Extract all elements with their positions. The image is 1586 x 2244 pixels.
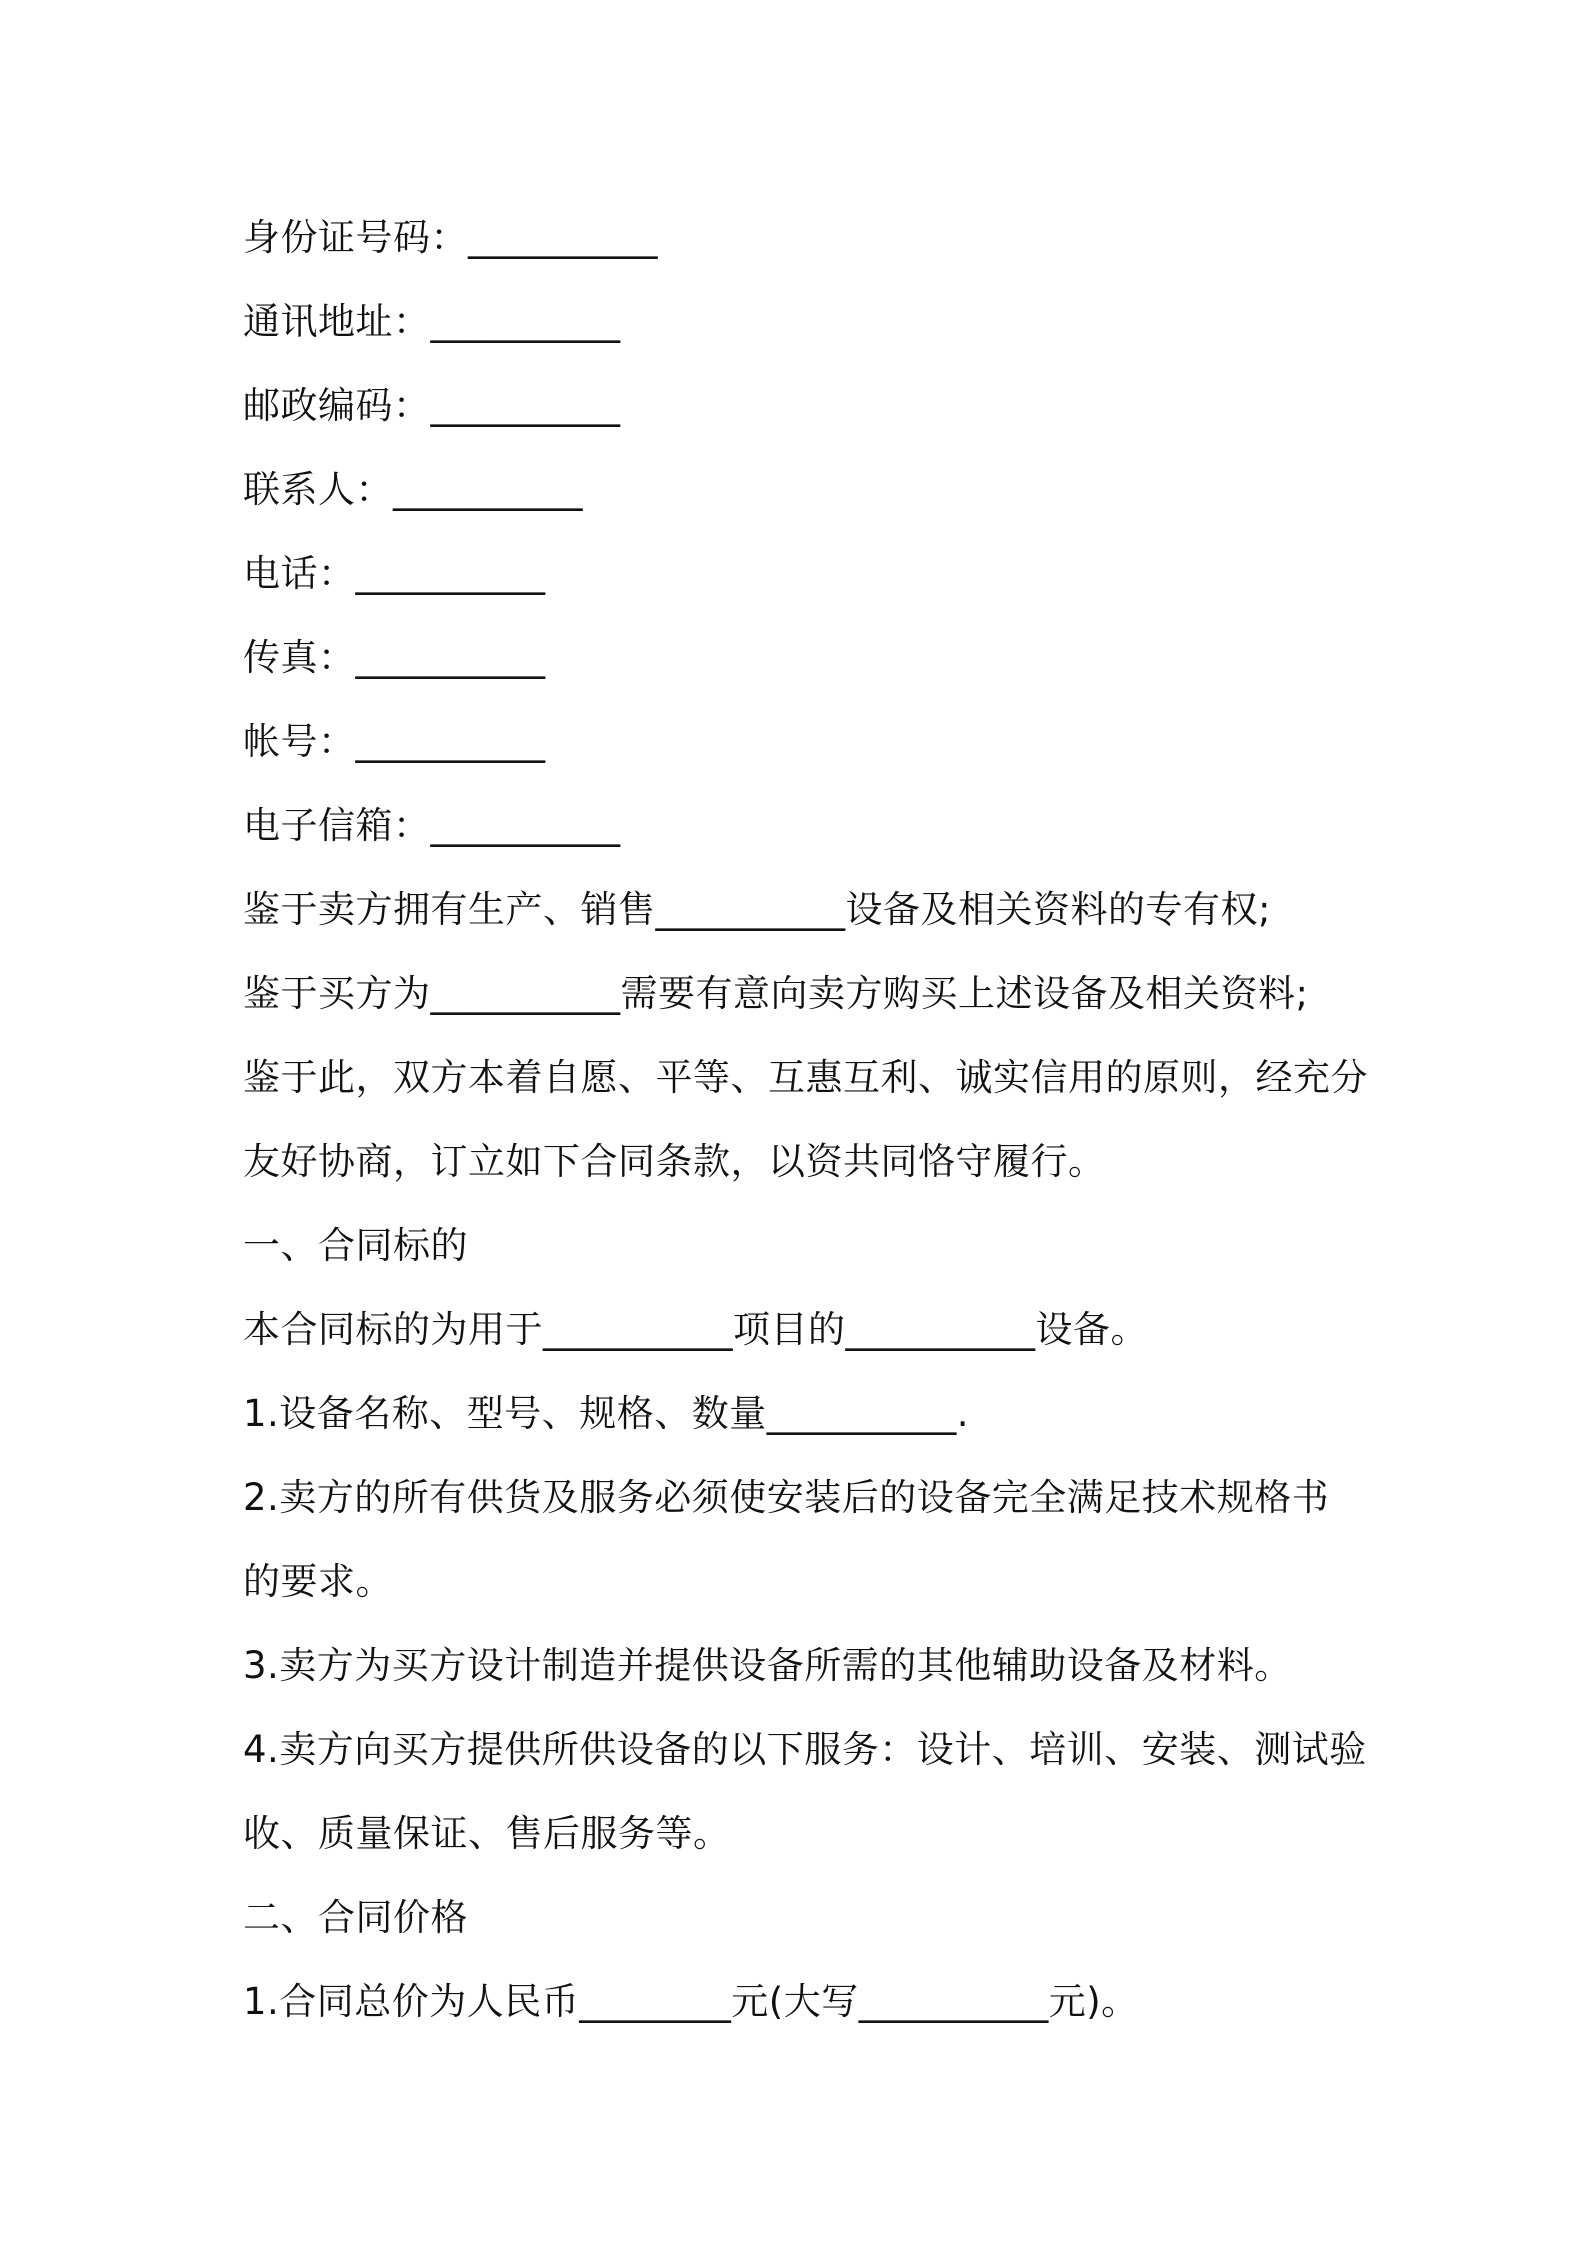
- clause-1-3: 3.卖方为买方设计制造并提供设备所需的其他辅助设备及材料。: [243, 1644, 1292, 1687]
- clause-1-4-line-1: 4.卖方向买方提供所供设备的以下服务：设计、培训、安装、测试验: [243, 1728, 1367, 1771]
- contact-person-field: 联系人：__________: [243, 468, 583, 511]
- agreement-paragraph-line-2: 友好协商，订立如下合同条款，以资共同恪守履行。: [243, 1140, 1106, 1183]
- phone-field: 电话：__________: [243, 552, 546, 595]
- mailing-address-field: 通讯地址：__________: [243, 300, 621, 343]
- clause-1-1: 1.设备名称、型号、规格、数量__________.: [243, 1392, 970, 1435]
- fax-field: 传真：__________: [243, 636, 546, 679]
- id-number-field: 身份证号码：__________: [243, 216, 658, 259]
- clause-1-4-line-2: 收、质量保证、售后服务等。: [243, 1812, 731, 1855]
- section-heading-subject: 一、合同标的: [243, 1224, 468, 1267]
- whereas-seller-paragraph: 鉴于卖方拥有生产、销售__________设备及相关资料的专有权;: [243, 888, 1271, 931]
- document-body: [243, 196, 1373, 2044]
- clause-1-2-line-2: 的要求。: [243, 1560, 393, 1603]
- postal-code-field: 邮政编码：__________: [243, 384, 621, 427]
- clause-1-2-line-1: 2.卖方的所有供货及服务必须使安装后的设备完全满足技术规格书: [243, 1476, 1330, 1519]
- agreement-paragraph-line-1: 鉴于此，双方本着自愿、平等、互惠互利、诚实信用的原则，经充分: [243, 1056, 1368, 1099]
- section-heading-price: 二、合同价格: [243, 1896, 468, 1939]
- email-field: 电子信箱：__________: [243, 804, 621, 847]
- account-number-field: 帐号：__________: [243, 720, 546, 763]
- subject-paragraph: 本合同标的为用于__________项目的__________设备。: [243, 1308, 1148, 1351]
- clause-2-1: 1.合同总价为人民币________元(大写__________元)。: [243, 1980, 1139, 2023]
- whereas-buyer-paragraph: 鉴于买方为__________需要有意向卖方购买上述设备及相关资料;: [243, 972, 1309, 1015]
